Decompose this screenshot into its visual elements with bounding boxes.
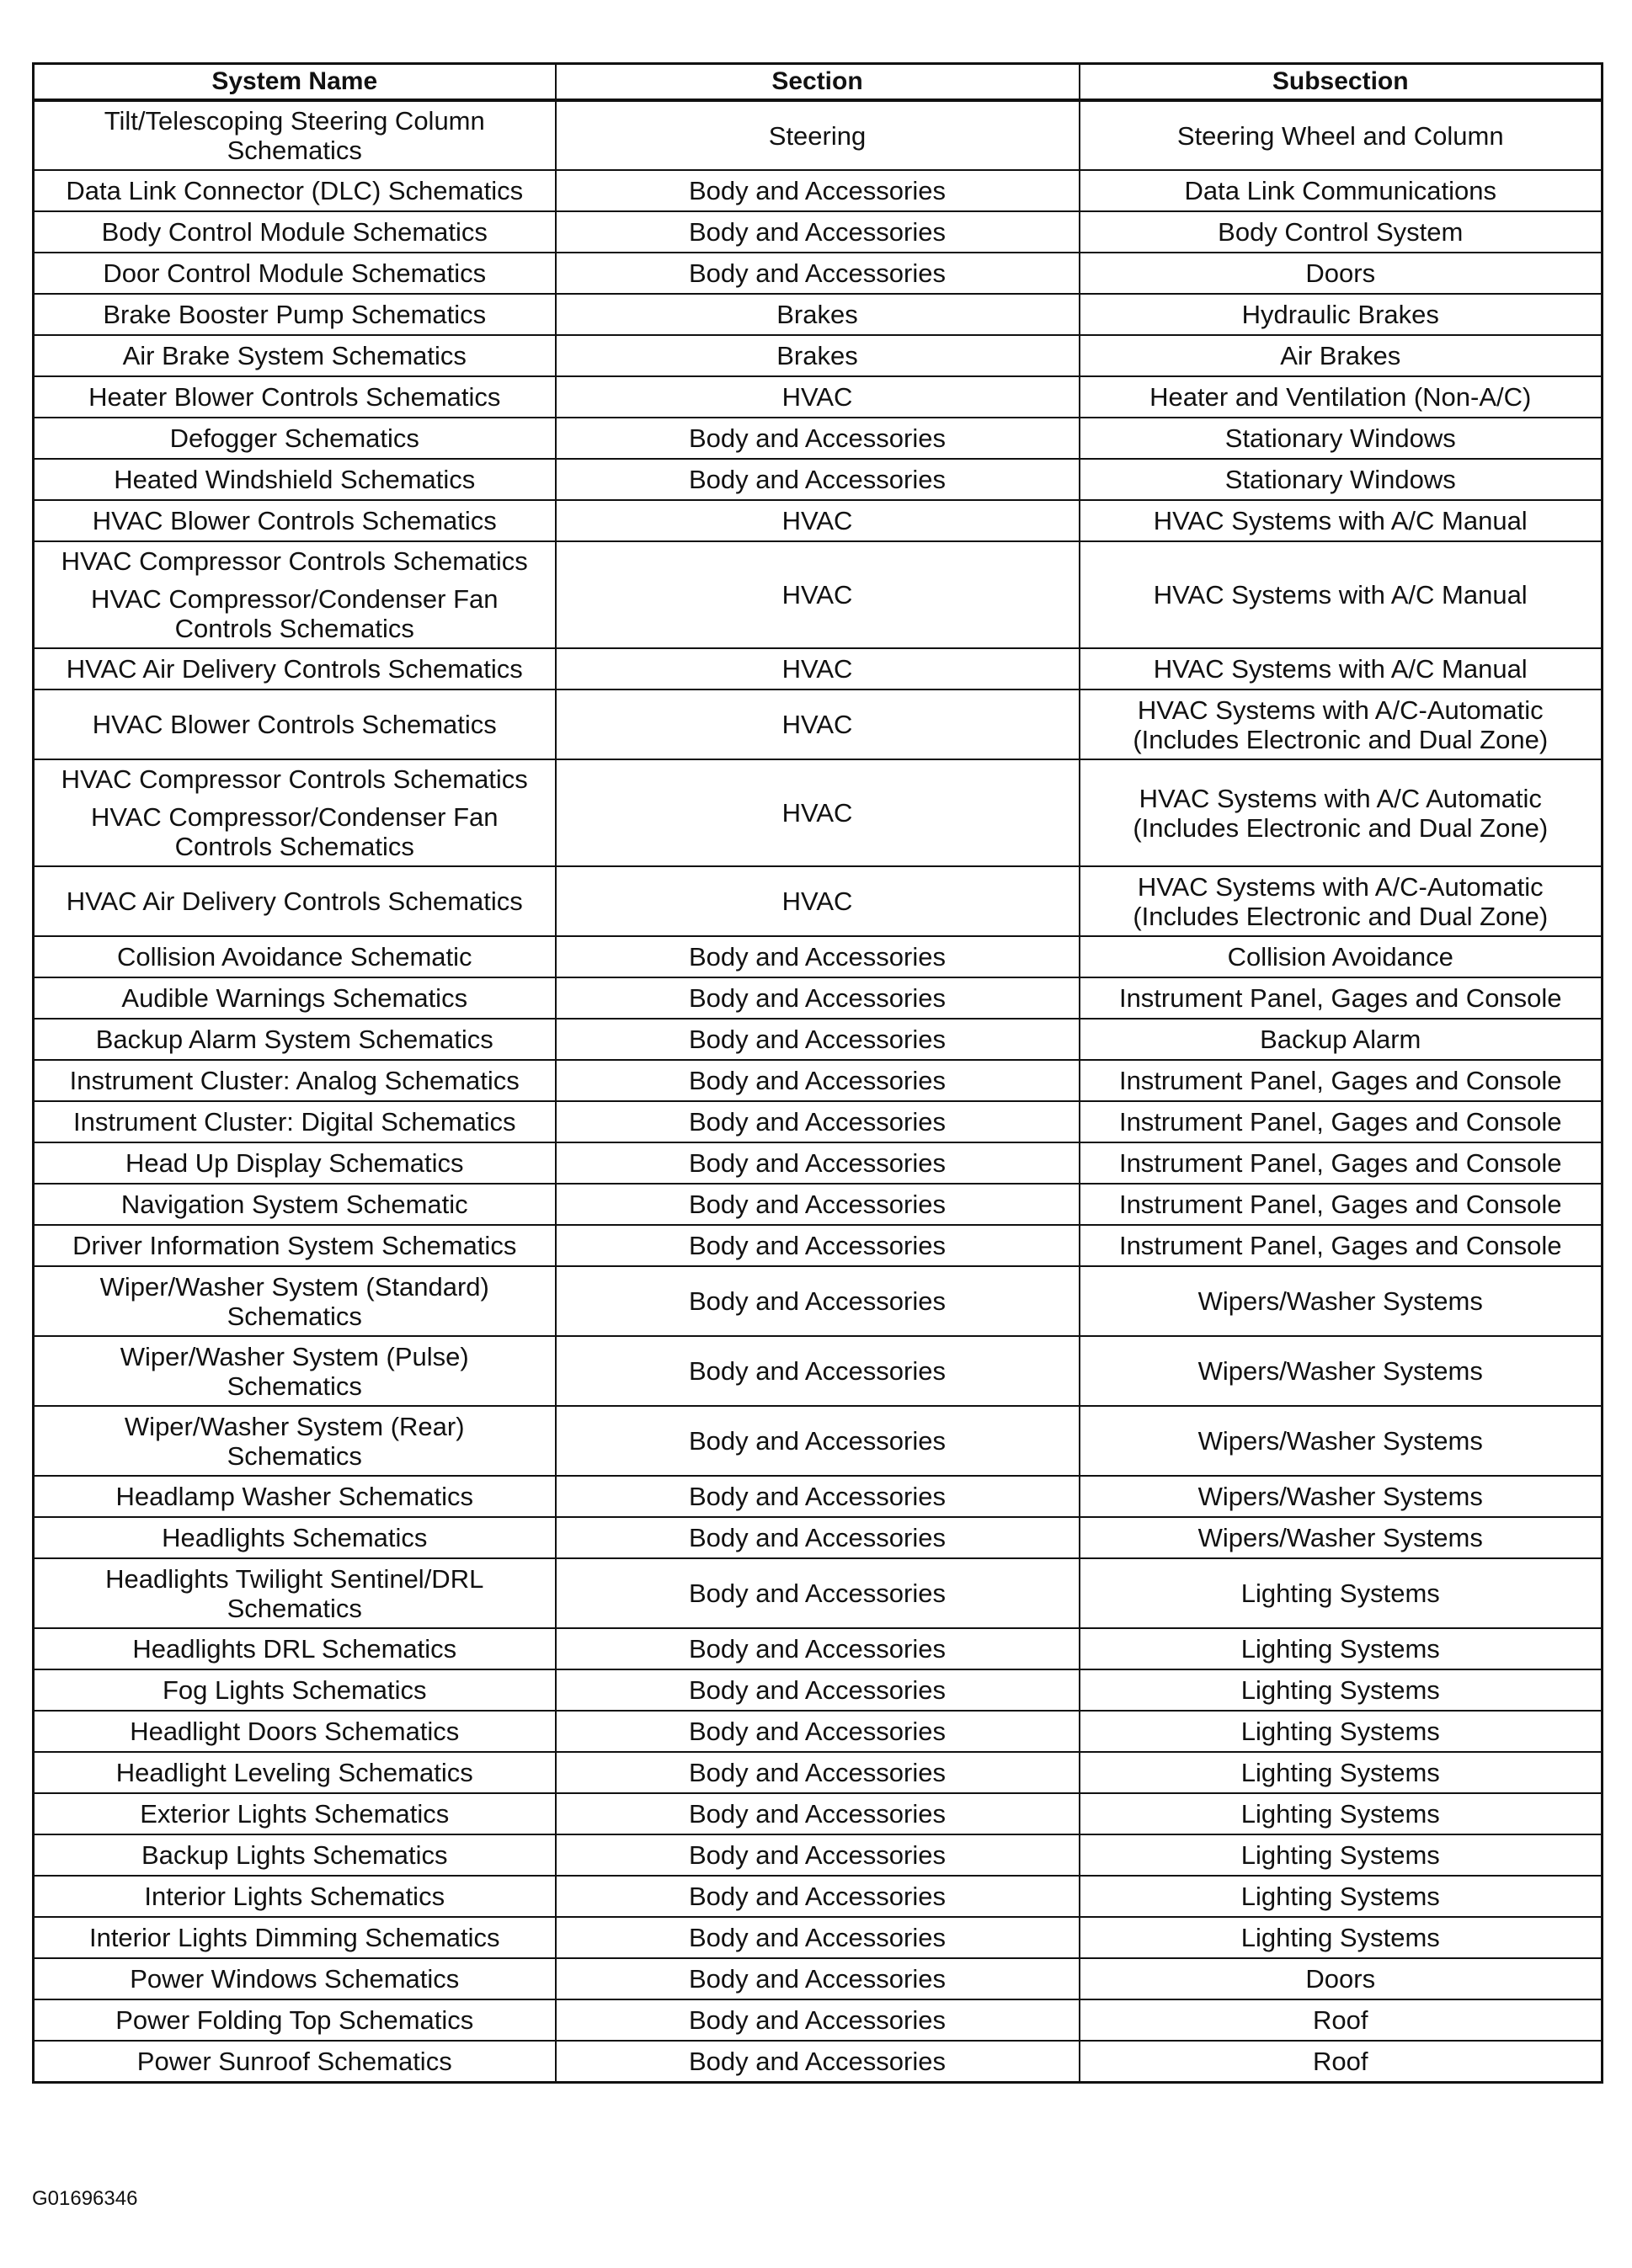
subsection-cell <box>1080 977 1603 1019</box>
cell-text-line: Body and Accessories <box>688 1964 946 1994</box>
system-name-cell <box>34 689 556 759</box>
section-cell <box>556 1142 1080 1184</box>
section-cell <box>556 1669 1080 1711</box>
column-header-system-name: System Name <box>34 64 556 101</box>
schematics-index-table <box>32 62 1603 2084</box>
column-header-subsection: Subsection <box>1080 64 1603 101</box>
cell-text-line: Wipers/Washer Systems <box>1197 1356 1483 1386</box>
cell-text-line: Body and Accessories <box>688 1882 946 1911</box>
cell-text-line: Head Up Display Schematics <box>125 1148 464 1178</box>
cell-text-line: HVAC Compressor/Condenser Fan <box>90 802 499 832</box>
system-name-cell <box>34 1958 556 1999</box>
system-name-cell <box>34 2041 556 2082</box>
subsection-cell <box>1080 2041 1603 2082</box>
subsection-cell <box>1080 1834 1603 1876</box>
system-name-cell <box>34 170 556 211</box>
cell-text-line: Body and Accessories <box>688 1107 946 1137</box>
section-cell <box>556 1558 1080 1628</box>
cell-text-line: HVAC Blower Controls Schematics <box>92 506 497 535</box>
table-row <box>34 866 1603 936</box>
cell-text-line: Body and Accessories <box>688 1025 946 1054</box>
section-cell <box>556 1958 1080 1999</box>
table-row <box>34 1669 1603 1711</box>
cell-text-line: Headlights Twilight Sentinel/DRL <box>105 1563 484 1594</box>
table-row <box>34 1999 1603 2041</box>
system-name-cell <box>34 1019 556 1060</box>
cell-text-line: HVAC Compressor Controls Schematics <box>61 764 528 794</box>
subsection-cell <box>1080 1669 1603 1711</box>
subsection-cell <box>1080 294 1603 335</box>
section-cell <box>556 689 1080 759</box>
cell-text-line: HVAC <box>781 798 853 828</box>
subsection-cell <box>1080 418 1603 459</box>
cell-text-line: Controls Schematics <box>174 614 414 643</box>
table-row <box>34 977 1603 1019</box>
system-name-cell <box>34 541 556 648</box>
cell-text-line: HVAC <box>781 580 853 610</box>
table-body <box>34 100 1603 2082</box>
cell-text-line: Brakes <box>776 341 858 370</box>
cell-text-line: Backup Alarm System Schematics <box>95 1025 493 1054</box>
subsection-cell <box>1080 500 1603 541</box>
cell-text-line: Steering <box>768 120 867 151</box>
cell-text-line: Body and Accessories <box>688 1148 946 1178</box>
section-cell <box>556 1834 1080 1876</box>
subsection-cell <box>1080 100 1603 170</box>
system-name-cell <box>34 1060 556 1101</box>
cell-text-line: Body and Accessories <box>688 1190 946 1219</box>
cell-text-line: HVAC Systems with A/C Automatic <box>1139 783 1542 813</box>
table-row <box>34 1060 1603 1101</box>
cell-text-line: Navigation System Schematic <box>120 1190 468 1219</box>
cell-text-line: HVAC <box>781 382 853 412</box>
cell-text-line: Lighting Systems <box>1240 1717 1440 1746</box>
system-name-cell <box>34 1406 556 1476</box>
cell-text-line: Body and Accessories <box>688 1066 946 1095</box>
subsection-cell <box>1080 936 1603 977</box>
table-row <box>34 1711 1603 1752</box>
cell-text-line: Body and Accessories <box>688 217 946 247</box>
subsection-cell <box>1080 689 1603 759</box>
cell-text-line: HVAC Systems with A/C Manual <box>1153 654 1528 684</box>
section-cell <box>556 335 1080 376</box>
cell-text-line: HVAC Systems with A/C-Automatic <box>1137 695 1544 725</box>
system-name-cell <box>34 376 556 418</box>
system-name-cell <box>34 648 556 689</box>
table-row <box>34 170 1603 211</box>
cell-text-line: Schematics <box>227 1371 362 1401</box>
cell-text-line: Heater and Ventilation (Non-A/C) <box>1149 382 1532 412</box>
cell-text-line: Driver Information System Schematics <box>72 1231 517 1260</box>
table-row <box>34 1019 1603 1060</box>
section-cell <box>556 1476 1080 1517</box>
table-row <box>34 1225 1603 1266</box>
section-cell <box>556 211 1080 253</box>
cell-text-line: Data Link Connector (DLC) Schematics <box>66 176 524 205</box>
cell-text-line: Defogger Schematics <box>169 423 419 453</box>
subsection-cell <box>1080 1142 1603 1184</box>
cell-text-line: Stationary Windows <box>1224 465 1456 494</box>
cell-text-line: Body and Accessories <box>688 1523 946 1552</box>
cell-text-line: HVAC Compressor Controls Schematics <box>61 546 528 576</box>
table-row <box>34 1834 1603 1876</box>
subsection-cell <box>1080 759 1603 866</box>
cell-text-line: Door Control Module Schematics <box>103 258 487 288</box>
table-row <box>34 759 1603 866</box>
cell-text-line: Lighting Systems <box>1240 1579 1440 1608</box>
system-name-cell <box>34 1917 556 1958</box>
section-cell <box>556 1184 1080 1225</box>
section-cell <box>556 100 1080 170</box>
system-name-cell <box>34 459 556 500</box>
cell-text-line: Body and Accessories <box>688 1758 946 1787</box>
table-row <box>34 1793 1603 1834</box>
section-cell <box>556 294 1080 335</box>
system-name-cell <box>34 100 556 170</box>
system-name-cell <box>34 866 556 936</box>
cell-text-line: Instrument Cluster: Digital Schematics <box>73 1107 516 1137</box>
table-row <box>34 1752 1603 1793</box>
cell-text-line: Body and Accessories <box>688 2005 946 2035</box>
system-name-cell <box>34 936 556 977</box>
subsection-cell <box>1080 1752 1603 1793</box>
section-cell <box>556 541 1080 648</box>
section-cell <box>556 1019 1080 1060</box>
cell-text-line: HVAC Systems with A/C Manual <box>1153 580 1528 610</box>
subsection-cell <box>1080 1628 1603 1669</box>
cell-text-line: HVAC Blower Controls Schematics <box>92 710 497 739</box>
cell-text-line: Brake Booster Pump Schematics <box>103 300 487 329</box>
cell-text-line: Interior Lights Schematics <box>144 1882 445 1911</box>
cell-text-line: HVAC <box>781 710 853 739</box>
subsection-cell <box>1080 335 1603 376</box>
cell-text-line: (Includes Electronic and Dual Zone) <box>1133 812 1549 843</box>
system-name-cell <box>34 977 556 1019</box>
cell-text-line: Backup Alarm <box>1260 1025 1421 1054</box>
subsection-cell <box>1080 459 1603 500</box>
cell-text-line: Body and Accessories <box>688 1799 946 1829</box>
cell-text-line: Instrument Panel, Gages and Console <box>1118 1148 1562 1178</box>
section-cell <box>556 1917 1080 1958</box>
section-cell <box>556 1628 1080 1669</box>
table-row <box>34 689 1603 759</box>
section-cell <box>556 1336 1080 1406</box>
cell-text-line: Instrument Panel, Gages and Console <box>1118 1190 1562 1219</box>
cell-text-line: HVAC <box>781 654 853 684</box>
section-cell <box>556 500 1080 541</box>
table-row <box>34 1558 1603 1628</box>
subsection-cell <box>1080 1019 1603 1060</box>
section-cell <box>556 253 1080 294</box>
table-row <box>34 459 1603 500</box>
system-name-cell <box>34 1336 556 1406</box>
cell-text-line: Body and Accessories <box>688 1634 946 1664</box>
subsection-cell <box>1080 253 1603 294</box>
cell-text-line: Body and Accessories <box>688 1923 946 1952</box>
table-row <box>34 1917 1603 1958</box>
cell-text-line: Audible Warnings Schematics <box>121 983 468 1013</box>
system-name-cell <box>34 1876 556 1917</box>
table-row <box>34 1958 1603 1999</box>
cell-text-line: Doors <box>1305 258 1376 288</box>
table-row <box>34 1336 1603 1406</box>
cell-text-line: Schematics <box>227 1593 362 1623</box>
table-row <box>34 335 1603 376</box>
cell-text-line: Steering Wheel and Column <box>1176 120 1504 151</box>
table-row <box>34 1184 1603 1225</box>
section-cell <box>556 1793 1080 1834</box>
cell-text-line: Body and Accessories <box>688 983 946 1013</box>
system-name-cell <box>34 1711 556 1752</box>
cell-text-line: Fog Lights Schematics <box>162 1675 427 1705</box>
system-name-cell <box>34 1225 556 1266</box>
section-cell <box>556 1266 1080 1336</box>
subsection-cell <box>1080 1225 1603 1266</box>
system-name-cell <box>34 1628 556 1669</box>
system-name-cell <box>34 759 556 866</box>
cell-text-line: Lighting Systems <box>1240 1675 1440 1705</box>
section-cell <box>556 1876 1080 1917</box>
cell-text-line: Body and Accessories <box>688 1426 946 1456</box>
table-row <box>34 253 1603 294</box>
subsection-cell <box>1080 1336 1603 1406</box>
table-row <box>34 1876 1603 1917</box>
cell-text-line: Interior Lights Dimming Schematics <box>88 1923 500 1952</box>
subsection-cell <box>1080 1917 1603 1958</box>
cell-text-line: Body and Accessories <box>688 423 946 453</box>
cell-text-line: Lighting Systems <box>1240 1799 1440 1829</box>
cell-text-line: Body and Accessories <box>688 942 946 972</box>
column-header-section: Section <box>556 64 1080 101</box>
subsection-cell <box>1080 648 1603 689</box>
system-name-cell <box>34 1142 556 1184</box>
cell-text-line: Power Windows Schematics <box>130 1964 460 1994</box>
cell-text-line: Body and Accessories <box>688 1286 946 1316</box>
section-cell <box>556 418 1080 459</box>
section-cell <box>556 866 1080 936</box>
cell-text-line: Headlights Schematics <box>162 1523 428 1552</box>
cell-text-line: HVAC <box>781 886 853 916</box>
system-name-cell <box>34 1669 556 1711</box>
table-row <box>34 1517 1603 1558</box>
table-row <box>34 100 1603 170</box>
subsection-cell <box>1080 1476 1603 1517</box>
cell-text-line: Wipers/Washer Systems <box>1197 1482 1483 1511</box>
table-row <box>34 541 1603 648</box>
cell-text-line: Body and Accessories <box>688 1356 946 1386</box>
figure-id: G01696346 <box>32 2187 138 2210</box>
system-name-cell <box>34 1517 556 1558</box>
system-name-cell <box>34 211 556 253</box>
cell-text-line: Body and Accessories <box>688 176 946 205</box>
subsection-cell <box>1080 376 1603 418</box>
cell-text-line: Headlamp Washer Schematics <box>115 1482 473 1511</box>
section-cell <box>556 1060 1080 1101</box>
cell-text-line: Brakes <box>776 300 858 329</box>
cell-text-line: Instrument Cluster: Analog Schematics <box>69 1066 520 1095</box>
table-row <box>34 1142 1603 1184</box>
cell-text-line: Wiper/Washer System (Pulse) <box>120 1341 469 1371</box>
cell-text-line: Body and Accessories <box>688 465 946 494</box>
cell-text-line: HVAC <box>781 506 853 535</box>
cell-text-line: (Includes Electronic and Dual Zone) <box>1133 901 1549 931</box>
section-cell <box>556 1406 1080 1476</box>
cell-text-line: Air Brake System Schematics <box>122 341 467 370</box>
cell-text-line: HVAC Systems with A/C-Automatic <box>1137 871 1544 902</box>
cell-text-line: Body and Accessories <box>688 1579 946 1608</box>
table-row <box>34 1476 1603 1517</box>
cell-text-line: Body Control System <box>1218 217 1464 247</box>
section-cell <box>556 1711 1080 1752</box>
cell-text-line: Body and Accessories <box>688 1717 946 1746</box>
cell-text-line: Schematics <box>227 136 362 165</box>
subsection-cell <box>1080 1876 1603 1917</box>
system-name-cell <box>34 1752 556 1793</box>
system-name-cell <box>34 294 556 335</box>
cell-text-line: Power Sunroof Schematics <box>136 2046 452 2076</box>
section-cell <box>556 1101 1080 1142</box>
cell-text-line: Roof <box>1313 2005 1368 2035</box>
subsection-cell <box>1080 1558 1603 1628</box>
cell-text-line: Instrument Panel, Gages and Console <box>1118 1066 1562 1095</box>
system-name-cell <box>34 500 556 541</box>
cell-text-line: Schematics <box>227 1301 362 1331</box>
cell-text-line: Wipers/Washer Systems <box>1197 1286 1483 1316</box>
subsection-cell <box>1080 211 1603 253</box>
cell-text-line: Doors <box>1305 1964 1376 1994</box>
subsection-cell <box>1080 1517 1603 1558</box>
cell-text-line: Headlight Doors Schematics <box>130 1717 460 1746</box>
system-name-cell <box>34 253 556 294</box>
section-cell <box>556 170 1080 211</box>
subsection-cell <box>1080 170 1603 211</box>
table-row <box>34 500 1603 541</box>
cell-text-line: Wipers/Washer Systems <box>1197 1523 1483 1552</box>
cell-text-line: Headlight Leveling Schematics <box>115 1758 473 1787</box>
section-cell <box>556 2041 1080 2082</box>
cell-text-line: Collision Avoidance Schematic <box>116 942 472 972</box>
subsection-cell <box>1080 866 1603 936</box>
cell-text-line: Body and Accessories <box>688 258 946 288</box>
cell-text-line: Hydraulic Brakes <box>1241 300 1439 329</box>
section-cell <box>556 1225 1080 1266</box>
cell-text-line: Air Brakes <box>1280 341 1401 370</box>
table-row <box>34 2041 1603 2082</box>
table-row <box>34 936 1603 977</box>
section-cell <box>556 1999 1080 2041</box>
cell-text-line: Stationary Windows <box>1224 423 1456 453</box>
cell-text-line: Wiper/Washer System (Rear) <box>124 1411 465 1441</box>
cell-text-line: Body and Accessories <box>688 1675 946 1705</box>
cell-text-line: Lighting Systems <box>1240 1923 1440 1952</box>
cell-text-line: Body and Accessories <box>688 2046 946 2076</box>
subsection-cell <box>1080 541 1603 648</box>
cell-text-line: (Includes Electronic and Dual Zone) <box>1133 724 1549 754</box>
cell-text-line: HVAC Compressor/Condenser Fan <box>90 584 499 614</box>
section-cell <box>556 759 1080 866</box>
system-name-cell <box>34 1558 556 1628</box>
cell-text-line: Body and Accessories <box>688 1840 946 1870</box>
subsection-cell <box>1080 1101 1603 1142</box>
table-header-row <box>34 64 1603 101</box>
section-cell <box>556 376 1080 418</box>
section-cell <box>556 936 1080 977</box>
cell-text-line: Lighting Systems <box>1240 1758 1440 1787</box>
cell-text-line: Lighting Systems <box>1240 1634 1440 1664</box>
system-name-cell <box>34 1184 556 1225</box>
system-name-cell <box>34 335 556 376</box>
cell-text-line: Exterior Lights Schematics <box>140 1799 450 1829</box>
cell-text-line: Tilt/Telescoping Steering Column <box>104 106 485 136</box>
section-cell <box>556 459 1080 500</box>
table-row <box>34 418 1603 459</box>
table-row <box>34 648 1603 689</box>
section-cell <box>556 1752 1080 1793</box>
system-name-cell <box>34 1101 556 1142</box>
table-row <box>34 376 1603 418</box>
cell-text-line: Instrument Panel, Gages and Console <box>1118 1231 1562 1260</box>
cell-text-line: Backup Lights Schematics <box>141 1840 448 1870</box>
system-name-cell <box>34 418 556 459</box>
subsection-cell <box>1080 1958 1603 1999</box>
cell-text-line: HVAC Air Delivery Controls Schematics <box>66 886 523 916</box>
subsection-cell <box>1080 1406 1603 1476</box>
system-name-cell <box>34 1834 556 1876</box>
table-row <box>34 1266 1603 1336</box>
subsection-cell <box>1080 1266 1603 1336</box>
table-row <box>34 211 1603 253</box>
cell-text-line: Instrument Panel, Gages and Console <box>1118 983 1562 1013</box>
system-name-cell <box>34 1476 556 1517</box>
cell-text-line: Power Folding Top Schematics <box>115 2005 474 2035</box>
table-row <box>34 1101 1603 1142</box>
cell-text-line: Body and Accessories <box>688 1482 946 1511</box>
subsection-cell <box>1080 1060 1603 1101</box>
subsection-cell <box>1080 1999 1603 2041</box>
cell-text-line: Data Link Communications <box>1184 176 1496 205</box>
cell-text-line: Wiper/Washer System (Standard) <box>99 1271 489 1302</box>
cell-text-line: Instrument Panel, Gages and Console <box>1118 1107 1562 1137</box>
section-cell <box>556 648 1080 689</box>
cell-text-line: Lighting Systems <box>1240 1840 1440 1870</box>
cell-text-line: HVAC Systems with A/C Manual <box>1153 506 1528 535</box>
cell-text-line: Roof <box>1313 2046 1368 2076</box>
table-row <box>34 294 1603 335</box>
cell-text-line: Heater Blower Controls Schematics <box>88 382 501 412</box>
cell-text-line: Heated Windshield Schematics <box>114 465 476 494</box>
cell-text-line: Headlights DRL Schematics <box>132 1634 457 1664</box>
subsection-cell <box>1080 1184 1603 1225</box>
cell-text-line: Controls Schematics <box>174 832 414 861</box>
section-cell <box>556 1517 1080 1558</box>
cell-text-line: Body and Accessories <box>688 1231 946 1260</box>
table-row <box>34 1406 1603 1476</box>
cell-text-line: Wipers/Washer Systems <box>1197 1426 1483 1456</box>
system-name-cell <box>34 1266 556 1336</box>
subsection-cell <box>1080 1793 1603 1834</box>
subsection-cell <box>1080 1711 1603 1752</box>
system-name-cell <box>34 1999 556 2041</box>
table-row <box>34 1628 1603 1669</box>
section-cell <box>556 977 1080 1019</box>
system-name-cell <box>34 1793 556 1834</box>
cell-text-line: Body Control Module Schematics <box>101 217 488 247</box>
cell-text-line: Lighting Systems <box>1240 1882 1440 1911</box>
cell-text-line: Schematics <box>227 1440 362 1471</box>
cell-text-line: HVAC Air Delivery Controls Schematics <box>66 654 523 684</box>
cell-text-line: Collision Avoidance <box>1227 942 1453 972</box>
